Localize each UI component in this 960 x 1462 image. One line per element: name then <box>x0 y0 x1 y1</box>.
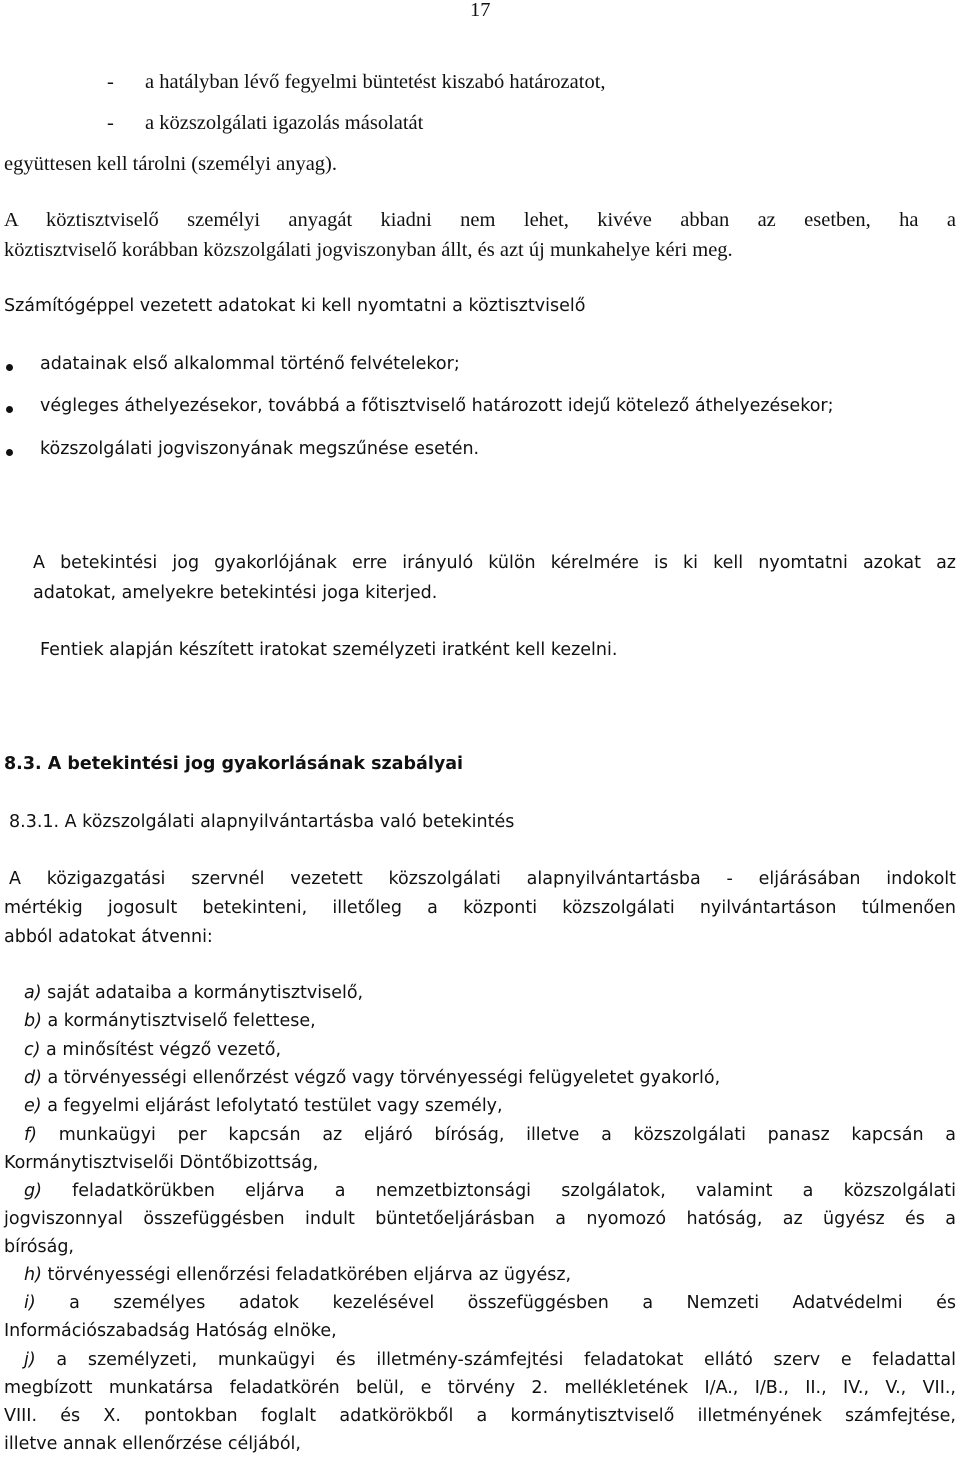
list-continuation: megbízott munkatársa feladatkörén belül, e törvény 2. mellékletének I/A., I/B., II., IV., V., VII., <box>4 1378 956 1398</box>
list-letter: j) <box>24 1350 36 1370</box>
paragraph-line: köztisztviselő korábban közszolgálati jogviszonyban állt, és azt új munkahelye kéri meg. <box>4 239 733 261</box>
paragraph-line: abból adatokat átvenni: <box>4 927 213 947</box>
list-continuation: Információszabadság Hatóság elnöke, <box>4 1321 337 1341</box>
list-text: feladatkörükben eljárva a nemzetbiztonsági szolgálatok, valamint a közszolgálati <box>72 1181 956 1201</box>
list-text: munkaügyi per kapcsán az eljáró bíróság, illetve a közszolgálati panasz kapcsán a <box>58 1125 956 1145</box>
list-item-d <box>24 1070 720 1088</box>
bullet-icon <box>6 406 13 413</box>
list-item-a <box>24 985 363 1003</box>
list-continuation: Kormánytisztviselői Döntőbizottság, <box>4 1153 319 1173</box>
list-item-e <box>24 1098 503 1116</box>
list-letter: c) <box>24 1040 41 1060</box>
list-text: a kormánytisztviselő felettese, <box>47 1011 316 1031</box>
page-number: 17 <box>470 0 491 21</box>
list-text: a minősítést végző vezető, <box>46 1040 282 1060</box>
paragraph-line: mértékig jogosult betekinteni, illetőleg a központi közszolgálati nyilvántartáson túlmenően <box>4 898 956 918</box>
list-text: saját adataiba a kormánytisztviselő, <box>47 983 364 1003</box>
list-text: a személyzeti, munkaügyi és illetmény-számfejtési feladatokat ellátó szerv e feladattal <box>56 1350 956 1370</box>
paragraph-line: A betekintési jog gyakorlójának erre irányuló külön kérelmére is ki kell nyomtatni azokat az <box>33 553 956 573</box>
list-continuation: VIII. és X. pontokban foglalt adatkörökből a kormánytisztviselő illetményének számfejtése, <box>4 1406 956 1426</box>
list-item-h <box>24 1267 571 1285</box>
paragraph-line: Fentiek alapján készített iratokat személyzeti iratként kell kezelni. <box>40 640 618 660</box>
list-text: a személyes adatok kezelésével összefüggésben a Nemzeti Adatvédelmi és <box>69 1293 956 1313</box>
list-text: törvényességi ellenőrzési feladatkörében eljárva az ügyész, <box>47 1265 572 1285</box>
list-letter: f) <box>24 1125 37 1145</box>
dash-marker: - <box>107 71 114 93</box>
list-letter: b) <box>24 1011 42 1031</box>
print-intro: Számítógéppel vezetett adatokat ki kell nyomtatni a köztisztviselő <box>4 296 586 316</box>
list-letter: d) <box>24 1068 42 1088</box>
paragraph-line: A közigazgatási szervnél vezetett közszolgálati alapnyilvántartásba - eljárásában indokolt <box>9 869 956 889</box>
bullet-icon <box>6 449 13 456</box>
dash-marker: - <box>107 112 114 134</box>
list-item-b <box>24 1013 316 1031</box>
list-letter: e) <box>24 1096 42 1116</box>
list-item-j <box>24 1352 956 1370</box>
subsection-heading: 8.3.1. A közszolgálati alapnyilvántartásba való betekintés <box>9 812 515 832</box>
list-text: a törvényességi ellenőrzést végző vagy törvényességi felügyeletet gyakorló, <box>47 1068 721 1088</box>
list-continuation: jogviszonnyal összefüggésben indult büntetőeljárásban a nyomozó hatóság, az ügyész és a <box>4 1209 956 1229</box>
bullet-icon <box>6 364 13 371</box>
dash-item: a közszolgálati igazolás másolatát <box>145 112 424 134</box>
dash-item: a hatályban lévő fegyelmi büntetést kiszabó határozatot, <box>145 71 606 93</box>
list-continuation: illetve annak ellenőrzése céljából, <box>4 1434 301 1454</box>
list-text: a fegyelmi eljárást lefolytató testület vagy személy, <box>47 1096 503 1116</box>
list-item-g <box>24 1183 956 1201</box>
list-item-i <box>24 1295 956 1313</box>
section-heading: 8.3. A betekintési jog gyakorlásának szabályai <box>4 754 464 774</box>
bullet-item: adatainak első alkalommal történő felvételekor; <box>40 354 460 374</box>
list-item-f <box>24 1127 956 1145</box>
list-letter: i) <box>24 1293 36 1313</box>
list-item-c <box>24 1042 281 1060</box>
paragraph-line: A köztisztviselő személyi anyagát kiadni nem lehet, kivéve abban az esetben, ha a <box>4 209 956 231</box>
bullet-item: közszolgálati jogviszonyának megszűnése esetén. <box>40 439 480 459</box>
storage-line: együttesen kell tárolni (személyi anyag). <box>4 153 338 175</box>
list-continuation: bíróság, <box>4 1237 74 1257</box>
bullet-item: végleges áthelyezésekor, továbbá a főtisztviselő határozott idejű kötelező áthelyezésekor; <box>40 396 834 416</box>
list-letter: h) <box>24 1265 42 1285</box>
list-letter: g) <box>24 1181 42 1201</box>
list-letter: a) <box>24 983 42 1003</box>
paragraph-line: adatokat, amelyekre betekintési joga kiterjed. <box>33 583 438 603</box>
